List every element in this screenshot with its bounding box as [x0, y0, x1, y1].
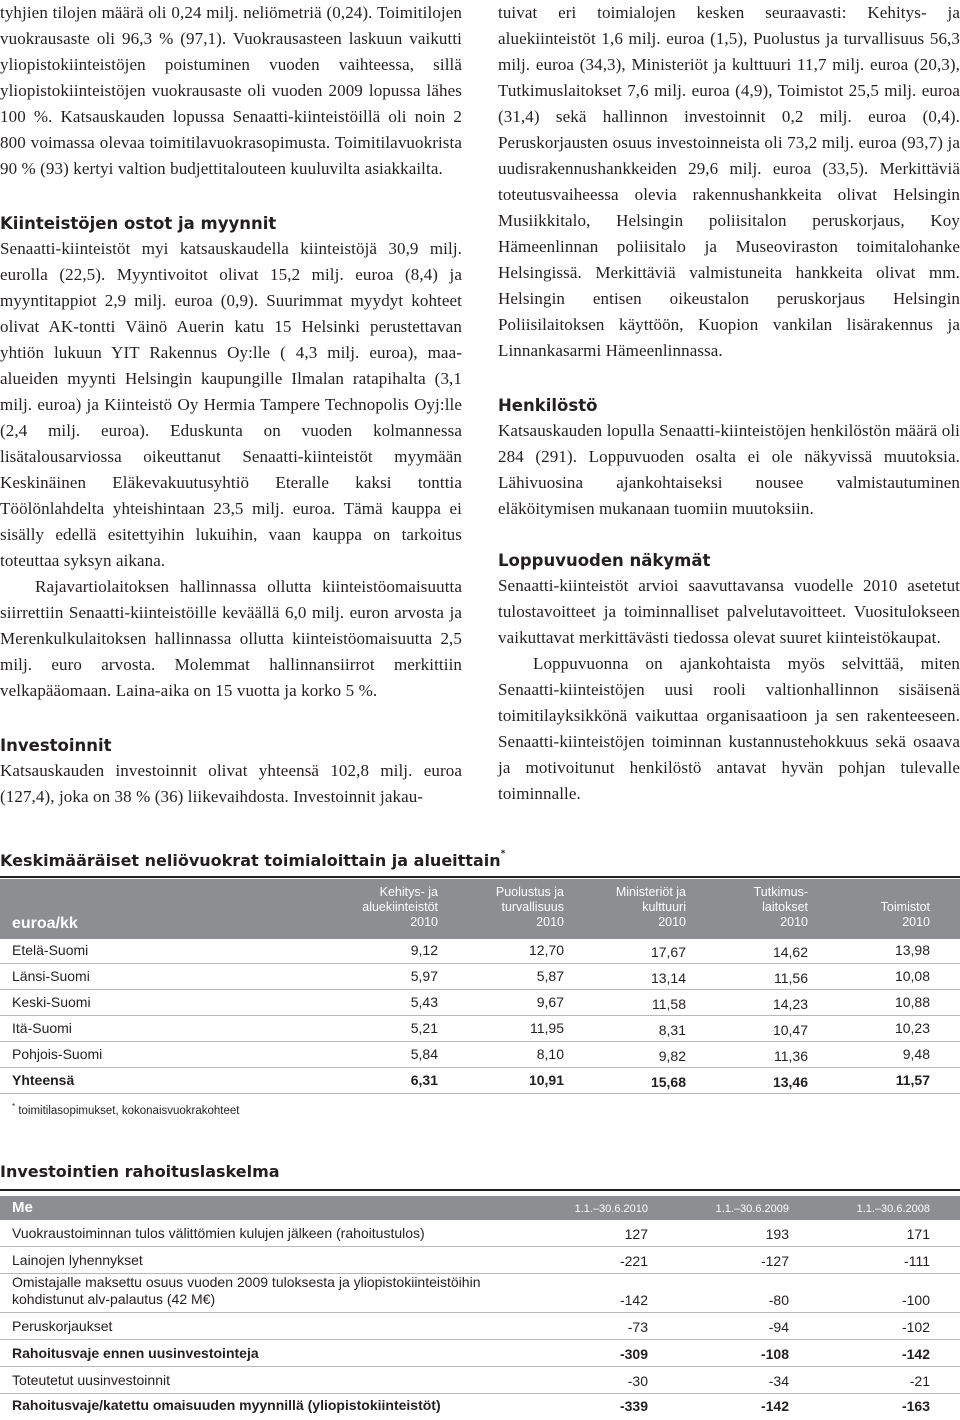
cell: 8,10: [536, 1046, 564, 1062]
cell: -100: [901, 1292, 930, 1308]
fin-col-header: 1.1.–30.6.2009: [715, 1203, 789, 1215]
cell: 10,23: [894, 1020, 930, 1036]
rent-table-title: [0, 848, 506, 870]
table-row: [0, 1015, 960, 1042]
cell: 9,48: [902, 1046, 930, 1062]
right-column: [498, 0, 960, 807]
cell: -309: [619, 1346, 648, 1362]
cell: 5,84: [410, 1046, 438, 1062]
table-row-total: [0, 1393, 960, 1418]
cell: 5,87: [536, 968, 564, 984]
cell: -94: [768, 1319, 789, 1335]
cell: 11,56: [774, 970, 808, 986]
row-label: Itä-Suomi: [12, 1020, 72, 1036]
paragraph-investments: Katsauskauden investoinnit olivat yhteensä 102,8 milj. euroa (127,4), joka on 38 % (36) liikevaihdosta. Investoinnit jakau-: [0, 761, 462, 806]
cell: 12,70: [528, 942, 564, 958]
cell: -163: [901, 1398, 930, 1414]
cell: 10,88: [894, 994, 930, 1010]
fin-col-header: 1.1.–30.6.2008: [856, 1203, 930, 1215]
heading-purchases-sales: Kiinteistöjen ostot ja myynnit: [0, 214, 277, 233]
row-label: Yhteensä: [12, 1072, 75, 1088]
cell: -73: [627, 1319, 648, 1335]
fin-table-title-text: Investointien rahoituslaskelma: [0, 1162, 280, 1181]
paragraph-outlook-2: Loppuvuonna on ajankohtaista myös selvittää, miten Senaatti-kiinteistöjen uusi rooli valtionhallinnon sisäisenä toimitilayksikkönä vaikuttaa organisaatioon ja sen rakenteeseen. Senaatti-kiinteistöjen toiminnan kustannustehokkuus sekä osaava ja motivoitunut henkilöstö antavat hyvän pohjan tulevalle toiminnalle.: [498, 654, 960, 803]
row-label: Omistajalle maksettu osuus vuoden 2009 tuloksesta ja yliopistokiinteistöihin kohdistunut alv-palautus (42 M€): [12, 1274, 481, 1307]
table-row-total: [0, 1067, 960, 1094]
cell: -21: [909, 1373, 930, 1389]
cell: 6,31: [410, 1072, 438, 1088]
footnote-text: toimitilasopimukset, kokonaisvuokrakohteet: [18, 1104, 240, 1117]
cell: 11,36: [774, 1048, 808, 1064]
cell: 11,95: [530, 1020, 564, 1036]
cell: -34: [768, 1373, 789, 1389]
cell: 5,43: [410, 994, 438, 1010]
paragraph-transfers: Rajavartiolaitoksen hallinnassa ollutta kiinteistöomaisuutta siirrettiin Senaatti-kiinteistöille keväällä 6,0 milj. euron arvosta ja Merenkulkulaitoksen hallinnassa ollutta kiinteistöomaisuutta 2,5 milj. euro arvosta. Molemmat hallinnansiirrot merkittiin velkapääomaan. Laina-aika on 15 vuotta ja korko 5 %.: [0, 577, 462, 700]
row-label: Toteutetut uusinvestoinnit: [12, 1372, 170, 1388]
row-label: Pohjois-Suomi: [12, 1046, 103, 1062]
fin-unit-label: Me: [12, 1199, 33, 1216]
col-line: Kehitys- ja: [379, 885, 438, 899]
cell: -111: [904, 1253, 930, 1269]
row-label: Keski-Suomi: [12, 994, 91, 1010]
footnote-mark: *: [12, 1102, 16, 1111]
table-row: [0, 1274, 960, 1313]
rent-table-rule: [0, 876, 960, 878]
cell: 5,21: [410, 1020, 438, 1036]
table-row: [0, 1367, 960, 1394]
rent-col-header: [696, 885, 808, 930]
cell: 14,62: [772, 944, 808, 960]
col-line: 2010: [410, 915, 438, 929]
row-label: Vuokraustoiminnan tulos välittömien kulujen jälkeen (rahoitustulos): [12, 1225, 425, 1241]
rent-table-header: [0, 879, 960, 939]
col-line: 2010: [536, 915, 564, 929]
rent-table-title-text: Keskimääräiset neliövuokrat toimialoittain ja alueittain: [0, 851, 501, 870]
col-line: Ministeriöt ja: [615, 885, 686, 899]
table-row: [0, 937, 960, 964]
col-line: Tutkimus-: [753, 885, 808, 899]
paragraph-sales: Senaatti-kiinteistöt myi katsauskaudella kiinteistöjä 30,9 milj. eurolla (22,5). Myyntivoitot olivat 15,2 milj. euroa (8,4) ja myyntitappiot 2,9 milj. euroa (0,9). Suurimmat myydyt kohteet olivat AK-tontti Väinö Auerin katu 15 Helsinki perustettavan yhtiön lukuun YIT Rakennus Oy:lle ( 4,3 milj. euroa), maa-alueiden myynti Helsingin kaupungille Ilmalan ratapihalta (3,1 milj. euroa) ja Kiinteistö Oy Hermia Tampere Technopolis Oyj:lle (2,4 milj. euroa). Eduskunta on vuoden kolmannessa lisätalousarviossa oikeuttanut Senaatti-kiinteistöt myymään Keskinäinen Eläkevakuutusyhtiö Eteralle kaksi tonttia Töölönlahdelta yhteishintaan 23,5 milj. euroa. Tämä kauppa ei sisälly edellä esitettyihin lukuihin, vaan kauppa on tarkoitus toteuttaa syksyn aikana.: [0, 239, 462, 570]
rent-col-header: [574, 885, 686, 930]
table-row: [0, 1041, 960, 1068]
cell: -102: [901, 1319, 930, 1335]
cell: 171: [906, 1226, 930, 1242]
table-row: [0, 1247, 960, 1274]
col-line: 2010: [780, 915, 808, 929]
cell: 13,14: [650, 970, 686, 986]
fin-table-title: [0, 1162, 280, 1181]
row-label: Rahoitusvaje ennen uusinvestointeja: [12, 1345, 259, 1361]
rent-col-header: [452, 885, 564, 930]
cell: -339: [619, 1398, 648, 1414]
col-line: turvallisuus: [501, 900, 564, 914]
cell: 9,67: [536, 994, 564, 1010]
cell: -127: [760, 1253, 789, 1269]
row-label: Etelä-Suomi: [12, 942, 89, 958]
left-column: [0, 0, 462, 810]
table-row-subtotal: [0, 1340, 960, 1367]
cell: 10,08: [894, 968, 930, 984]
row-label: Rahoitusvaje/katettu omaisuuden myynnillä (yliopistokiinteistöt): [12, 1397, 441, 1413]
table-row: [0, 1220, 960, 1247]
col-line: kulttuuri: [642, 900, 686, 914]
paragraph-occupancy: tyhjien tilojen määrä oli 0,24 milj. neliömetriä (0,24). Toimitilojen vuokrausaste oli 96,3 % (97,1). Vuokrausasteen laskuun vaikutti yliopistokiinteistöjen poistuminen vuoden vaihteessa, sillä yliopistokiinteistöjen vuokrausaste oli vuoden 2009 lopussa lähes 100 %. Katsauskauden lopussa Senaatti-kiinteistöillä oli noin 2 800 voimassa olevaa toimitilavuokrasopimusta. Toimitilavuokrista 90 % (93) kertyi valtion budjettitalouteen kuuluvilta asiakkailta.: [0, 3, 462, 178]
heading-investments: Investoinnit: [0, 736, 112, 755]
cell: 13,46: [772, 1074, 808, 1090]
cell: 9,82: [658, 1048, 686, 1064]
row-label: Peruskorjaukset: [12, 1318, 113, 1334]
col-line: aluekiinteistöt: [362, 900, 438, 914]
cell: -142: [619, 1292, 648, 1308]
col-line: Puolustus ja: [495, 885, 564, 899]
fin-table-header: [0, 1196, 960, 1220]
cell: -221: [619, 1253, 648, 1269]
rent-unit-label: euroa/kk: [12, 915, 78, 932]
cell: 10,91: [528, 1072, 564, 1088]
row-label: Lainojen lyhennykset: [12, 1252, 143, 1268]
cell: 13,98: [894, 942, 930, 958]
paragraph-investment-breakdown: tuivat eri toimialojen kesken seuraavasti: Kehitys- ja aluekiinteistöt 1,6 milj. euroa (1,5), Puolustus ja turvallisuus 56,3 milj. euroa (34,3), Ministeriöt ja kulttuuri 11,7 milj. euroa (20,3), Tutkimuslaitokset 7,6 milj. euroa (4,9), Toimistot 25,5 milj. euroa (31,4) sekä hallinnon investoinnit 0,2 milj. euroa (0,4). Peruskorjausten osuus investoinneista oli 73,2 milj. euroa (93,7) ja uudisrakennushankkeiden 29,6 milj. euroa (33,5). Merkittäviä toteutusvaiheessa olevia rakennushankkeita olivat Helsingin Musiikkitalo, Helsingin poliisitalon peruskorjaus, Koy Hämeenlinnan poliisitalo ja Museoviraston toimitalohanke Helsingissä. Merkittäviä valmistuneita hankkeita olivat mm. Helsingin entisen oikeustalon peruskorjaus Helsingin Poliisilaitoksen käyttöön, Kuopion vankilan lisärakennus ja Linnankasarmi Hämeenlinnassa.: [498, 3, 960, 360]
row-label: Länsi-Suomi: [12, 968, 90, 984]
heading-personnel: Henkilöstö: [498, 396, 598, 415]
rent-col-header: [818, 885, 930, 930]
table-row: [0, 989, 960, 1016]
rent-table-title-mark: *: [500, 848, 506, 859]
cell: 17,67: [650, 944, 686, 960]
col-line: 2010: [902, 915, 930, 929]
fin-col-header: 1.1.–30.6.2010: [574, 1203, 648, 1215]
cell: 14,23: [772, 996, 808, 1012]
cell: 127: [624, 1226, 648, 1242]
cell: -108: [760, 1346, 789, 1362]
cell: -142: [760, 1398, 789, 1414]
paragraph-outlook: Senaatti-kiinteistöt arvioi saavuttavansa vuodelle 2010 asetetut tulostavoitteet ja toiminnalliset palvelutavoitteet. Vuositulokseen vaikuttavat merkittävästi tiedossa olevat suuret kiinteistökaupat.: [498, 576, 960, 647]
cell: -142: [901, 1346, 930, 1362]
heading-outlook: Loppuvuoden näkymät: [498, 551, 711, 570]
cell: 15,68: [650, 1074, 686, 1090]
cell: -80: [768, 1292, 789, 1308]
rent-table-footnote: [12, 1102, 240, 1117]
rent-col-header: [326, 885, 438, 930]
cell: 11,58: [652, 996, 686, 1012]
fin-table-rule: [0, 1189, 960, 1191]
col-line: laitokset: [762, 900, 808, 914]
cell: 10,47: [772, 1022, 808, 1038]
cell: -30: [627, 1373, 648, 1389]
paragraph-personnel: Katsauskauden lopulla Senaatti-kiinteistöjen henkilöstön määrä oli 284 (291). Loppuvuoden osalta ei ole näkyvissä muutoksia. Lähivuosina ajankohtaiseksi nousee valmistautuminen eläköitymisen mukanaan tuomiin muutoksiin.: [498, 421, 960, 518]
cell: 9,12: [410, 942, 438, 958]
cell: 11,57: [895, 1072, 930, 1088]
cell: 193: [765, 1226, 789, 1242]
table-row: [0, 963, 960, 990]
cell: 8,31: [658, 1022, 686, 1038]
table-row: [0, 1313, 960, 1340]
col-line: Toimistot: [880, 900, 930, 914]
cell: 5,97: [410, 968, 438, 984]
col-line: 2010: [658, 915, 686, 929]
